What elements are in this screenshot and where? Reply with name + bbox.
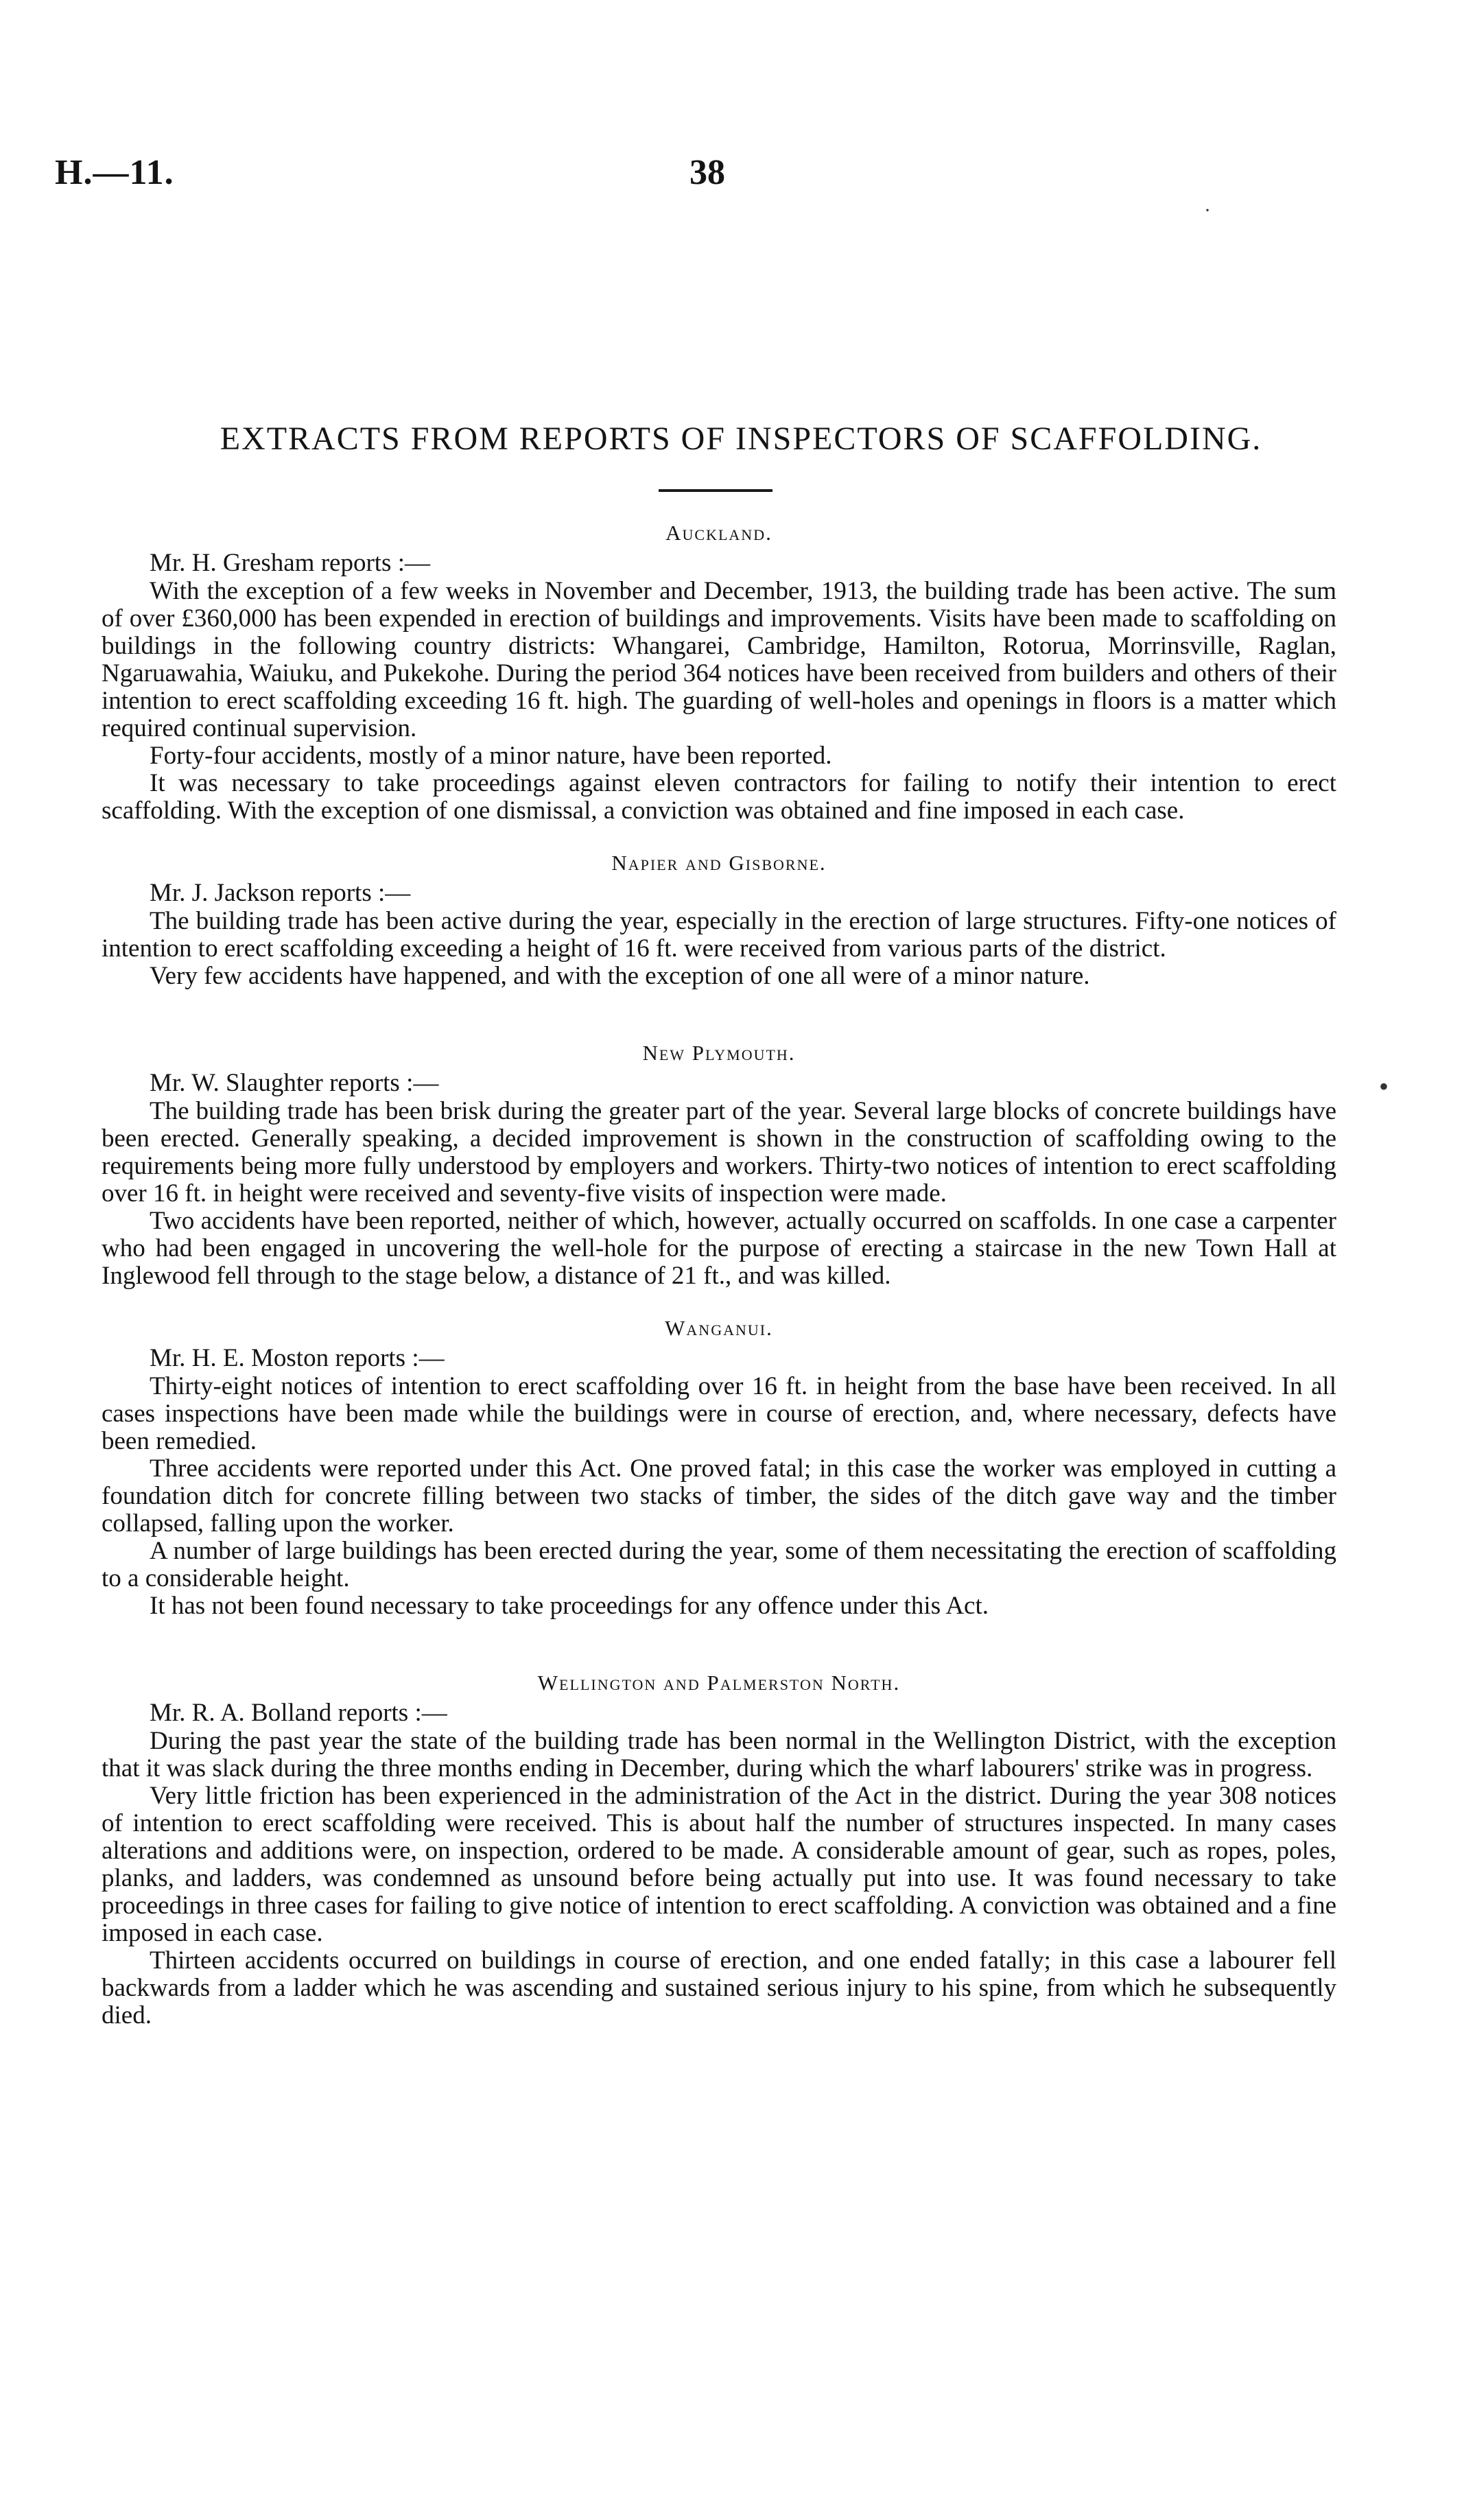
paragraph: A number of large buildings has been erected during the year, some of them necessitating the erection of scaffolding to a considerable height. [102, 1537, 1336, 1592]
section-heading: Wanganui. [665, 1316, 773, 1340]
paragraph: Three accidents were reported under this Act. One proved fatal; in this case the worker was employed in cutting a foundation ditch for concrete filling between two stacks of timber, the sides of the ditch gave way and the timber collapsed, falling upon the worker. [102, 1455, 1336, 1538]
paragraph: The building trade has been active during the year, especially in the erection of large structures. Fifty-one notices of intention to erect scaffolding exceeding a height of 16 ft. were received from various parts of the district. [102, 907, 1336, 963]
paragraph: During the past year the state of the building trade has been normal in the Wellington District, with the exception that it was slack during the three months ending in December, during which the wharf labourers' strike was in progress. [102, 1727, 1336, 1782]
paragraph: Thirteen accidents occurred on buildings in course of erection, and one ended fatally; in this case a labourer fell backwards from a ladder which he was ascending and sustained serious injury to his spine, from which he subsequently died. [102, 1946, 1336, 2029]
report-body [102, 518, 1336, 2029]
paragraph: The building trade has been brisk during the greater part of the year. Several large blocks of concrete buildings have been erected. Generally speaking, a decided improvement is shown in the construction of scaffolding owing to the requirements being more fully understood by employers and workers. Thirty-two notices of intention to erect scaffolding over 16 ft. in height were received and seventy-five visits of inspection were made. [102, 1097, 1336, 1208]
reporter-line: Mr. H. Gresham reports :— [150, 549, 430, 577]
paragraph: Two accidents have been reported, neither of which, however, actually occurred on scaffolds. In one case a carpenter who had been engaged in uncovering the well-hole for the purpose of erecting a staircase in the new Town Hall at Inglewood fell through to the stage below, a distance of 21 ft., and was killed. [102, 1207, 1336, 1290]
section-auckland [102, 518, 1336, 825]
paragraph: It has not been found necessary to take proceedings for any offence under this Act. [150, 1592, 989, 1620]
section-heading: Wellington and Palmerston North. [537, 1671, 901, 1695]
reporter-line: Mr. J. Jackson reports :— [150, 879, 411, 907]
reporter-line: Mr. R. A. Bolland reports :— [150, 1699, 447, 1727]
page-title: EXTRACTS FROM REPORTS OF INSPECTORS OF SCAFFOLDING. [220, 421, 1262, 457]
section-heading: New Plymouth. [642, 1041, 796, 1065]
section-heading: Napier and Gisborne. [611, 851, 827, 875]
paragraph: Very few accidents have happened, and with the exception of one all were of a minor nature. [150, 962, 1090, 990]
paragraph: Thirty-eight notices of intention to erect scaffolding over 16 ft. in height from the base have been received. In all cases inspections have been made while the buildings were in course of erection, and, where necessary, defects have been remedied. [102, 1372, 1336, 1455]
scan-mark: · [1204, 199, 1211, 222]
paragraph: It was necessary to take proceedings against eleven contractors for failing to notify their intention to erect scaffolding. With the exception of one dismissal, a conviction was obtained and fine imposed in each case. [102, 769, 1336, 825]
section-wanganui [102, 1313, 1336, 1620]
paragraph: Very little friction has been experienced in the administration of the Act in the district. During the year 308 notices of intention to erect scaffolding were received. This is about half the number of structures inspected. In many cases alterations and additions were, on inspection, ordered to be made. A considerable amount of gear, such as ropes, poles, planks, and ladders, was condemned as unsound before being actually put into use. It was found necessary to take proceedings in three cases for failing to give notice of intention to erect scaffolding. A conviction was obtained and a fine imposed in each case. [102, 1782, 1336, 1947]
paragraph: With the exception of a few weeks in November and December, 1913, the building trade has been active. The sum of over £360,000 has been expended in erection of buildings and improvements. Visits have been made to scaffolding on buildings in the following country districts: Whangarei, Cambridge, Hamilton, Rotorua, Morrinsville, Raglan, Ngaruawahia, Waiuku, and Pukekohe. During the period 364 notices have been received from builders and others of their intention to erect scaffolding exceeding 16 ft. high. The guarding of well-holes and openings in floors is a matter which required continual supervision. [102, 577, 1336, 742]
section-napier-gisborne [102, 848, 1336, 990]
reporter-line: Mr. W. Slaughter reports :— [150, 1069, 439, 1097]
section-heading: Auckland. [665, 521, 772, 545]
scan-mark: • [1379, 1071, 1389, 1102]
title-divider [659, 489, 772, 492]
page-number: 38 [689, 153, 725, 192]
document-reference: H.—11. [55, 153, 174, 192]
section-wellington-palmerston-north [102, 1668, 1336, 2029]
reporter-line: Mr. H. E. Moston reports :— [150, 1344, 445, 1372]
paragraph: Forty-four accidents, mostly of a minor nature, have been reported. [150, 742, 832, 770]
section-new-plymouth [102, 1038, 1336, 1290]
